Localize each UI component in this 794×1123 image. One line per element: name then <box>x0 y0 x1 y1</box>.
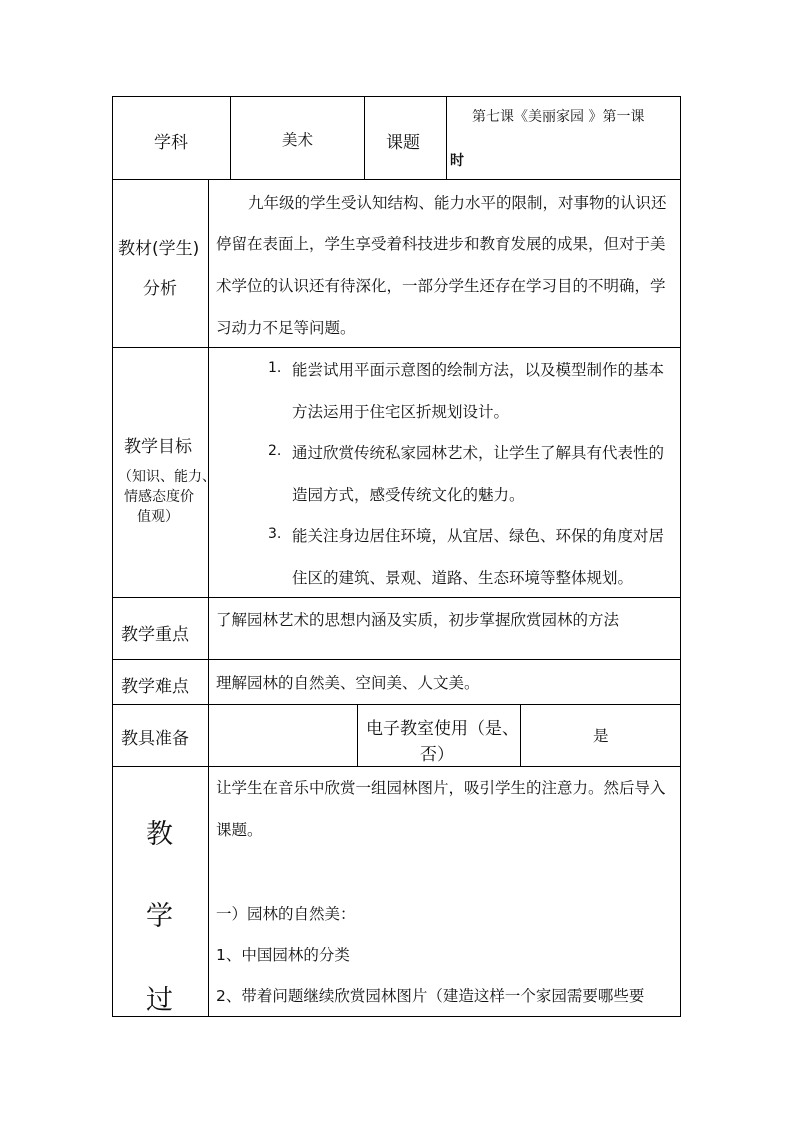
col-divider <box>364 96 365 180</box>
process-item: 1、中国园林的分类 <box>216 946 350 964</box>
topic-label: 课题 <box>386 133 420 153</box>
objectives-sublabel: 值观） <box>137 509 179 525</box>
col-divider <box>230 96 231 180</box>
row-divider <box>112 704 681 705</box>
classroom-use-label-line1: 电子教室使用（是、 <box>366 719 519 739</box>
key-points-value: 了解园林艺术的思想内涵及实质，初步掌握欣赏园林的方法 <box>216 611 620 629</box>
analysis-text-line: 九年级的学生受认知结构、能力水平的限制，对事物的认识还 <box>248 194 667 212</box>
analysis-text-line: 停留在表面上，学生享受着科技进步和教育发展的成果，但对于美 <box>216 235 666 253</box>
table-border-bottom <box>112 1016 681 1017</box>
objective-text-line: 能尝试用平面示意图的绘制方法，以及模型制作的基本 <box>292 361 665 379</box>
col-divider <box>520 704 521 767</box>
classroom-use-label-line2: 否） <box>420 745 454 765</box>
col-divider <box>357 704 358 767</box>
table-border-top <box>112 96 681 97</box>
objective-number: 1. <box>268 360 282 376</box>
key-points-label: 教学重点 <box>121 625 189 645</box>
analysis-label-line1: 教材(学生) <box>118 239 200 259</box>
objective-text-line: 方法运用于住宅区折规划设计。 <box>292 403 510 421</box>
col-divider <box>446 96 447 180</box>
difficulties-value: 理解园林的自然美、空间美、人文美。 <box>216 674 480 692</box>
row-divider <box>112 347 681 348</box>
row-divider <box>112 766 681 767</box>
analysis-text-line: 术学位的认识还有待深化，一部分学生还存在学习目的不明确，学 <box>216 277 666 295</box>
objectives-label: 教学目标 <box>124 437 192 457</box>
process-intro-line: 课题。 <box>216 821 263 839</box>
process-label-char: 教 <box>146 819 173 850</box>
objective-text-line: 住区的建筑、景观、道路、生态环境等整体规划。 <box>292 569 634 587</box>
tools-label: 教具准备 <box>121 729 189 749</box>
objective-text-line: 造园方式，感受传统文化的魅力。 <box>292 486 525 504</box>
topic-value-line1: 第七课《美丽家园 》第一课 <box>472 109 645 125</box>
objectives-sublabel: （知识、能力、 <box>118 469 216 485</box>
label-col-divider <box>208 179 209 1017</box>
classroom-use-value: 是 <box>593 727 609 745</box>
objective-text-line: 能关注身边居住环境，从宜居、绿色、环保的角度对居 <box>292 527 665 545</box>
analysis-label-line2: 分析 <box>143 279 177 299</box>
analysis-text-line: 习动力不足等问题。 <box>216 319 356 337</box>
subject-value: 美术 <box>282 131 314 149</box>
process-intro-line: 让学生在音乐中欣赏一组园林图片，吸引学生的注意力。然后导入 <box>216 779 666 797</box>
objective-text-line: 通过欣赏传统私家园林艺术，让学生了解具有代表性的 <box>292 444 665 462</box>
subject-label: 学科 <box>154 133 188 153</box>
table-border-left <box>112 96 113 1017</box>
process-label-char: 过 <box>146 985 173 1016</box>
row-divider <box>112 179 681 180</box>
process-label-char: 学 <box>146 901 173 932</box>
process-item: 2、带着问题继续欣赏园林图片（建造这样一个家园需要哪些要 <box>216 987 645 1005</box>
row-divider <box>112 597 681 598</box>
process-section-heading: 一）园林的自然美： <box>216 905 356 923</box>
objective-number: 3. <box>268 526 282 542</box>
difficulties-label: 教学难点 <box>121 677 189 697</box>
table-border-right <box>680 96 681 1017</box>
objectives-sublabel: 情感态度价 <box>124 489 194 505</box>
row-divider <box>112 659 681 660</box>
topic-value-line2: 时 <box>450 153 464 169</box>
objective-number: 2. <box>268 443 282 459</box>
